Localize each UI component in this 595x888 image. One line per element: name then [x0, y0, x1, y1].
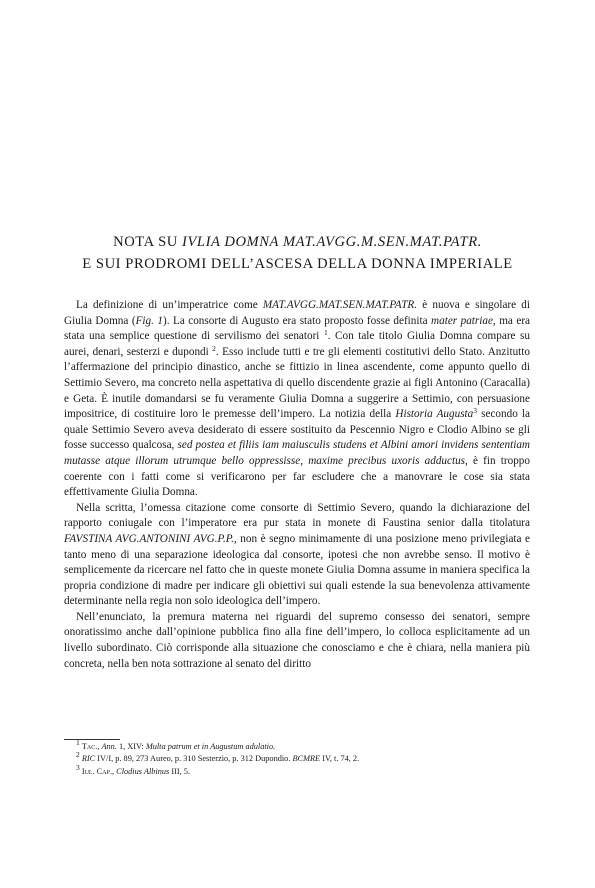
text-run: . Con tale titolo Giulia Domna compare su aurei, denari, sesterzi e dupondi: [64, 330, 530, 358]
paragraph-3: [64, 610, 530, 672]
work-title: Ann.: [101, 742, 117, 751]
footnote-divider: [64, 739, 120, 740]
footnote-2: [64, 750, 530, 765]
paragraph-2: [64, 501, 530, 610]
footnote-ref-1: 1: [323, 328, 328, 338]
figure-reference: Fig. 1: [135, 314, 163, 327]
title-prefix: NOTA SU: [113, 234, 183, 250]
text-run: secondo la quale Settimio Severo aveva desiderato di essere sostituito da Pescennio Nigro e Clodio Albino se gli fosse successo qualcosa,: [64, 408, 530, 452]
footnote-ref-2: 2: [212, 343, 216, 353]
text-run: non è segno minimamente di una posizione meno privilegiata e tanto meno di una separazione ideologica dal consorte, ipotesi che non avrebbe senso. Il motivo è semplicemente da ricercare nel fatto che in queste monete Giulia Domna assume in maniera specifica la propria condizione di madre per indicare gli obiettivi sui quali estende la sua benevolenza attivamente determinante nella regia non solo ideologica dell’impero.: [64, 532, 530, 608]
text-run: . Esso include tutti e tre gli elementi costitutivi dello Stato. Anzitutto l’affermazione del principio dinastico, anche se fittizio in linea ascendente, come appunto quello di Settimio Severo, ma concreto nella aspettativa di quello discendente grazie ai figli Antonino (Caracalla) e Geta. È inutile domandarsi se fu veramente Giulia Domna a suggerire a Settimio, con persuasione impositrice, di costituire loro le premesse dell’impero. La notizia della: [64, 345, 530, 421]
text-run: III, 5.: [169, 766, 191, 776]
text-run: Nell’enunciato, la premura materna nei riguardi del supremo consesso dei senatori, sempre onoratissimo anche dall’opinione pubblica fino alla fine dell’impero, lo colloca esplicitamente ad un livello subordinato. Ciò corrisponde alla situazione che conosciamo e che è chiara, nella maniera più concreta, nella ben nota sottrazione al senato del diritto: [64, 610, 530, 670]
title-line-2: E SUI PRODROMI DELL’ASCESA DELLA DONNA IMPERIALE: [82, 256, 513, 272]
paragraph-1: [64, 298, 530, 501]
inscription-text: MAT.AVGG.MAT.SEN.MAT.PATR.: [262, 299, 418, 311]
source-title: Historia Augusta: [395, 408, 474, 421]
latin-term: mater patriae,: [431, 314, 496, 327]
text-run: ma era stata una semplice questione di servilismo dei senatori: [64, 314, 531, 343]
footnotes: [64, 738, 530, 778]
article-title: [40, 231, 555, 275]
latin-quotation: Multa patrum et in Augustum adulatio.: [145, 742, 276, 751]
footnote-number: 3: [76, 762, 80, 772]
text-run: , è fin troppo coerente con i fatti come si verificarono per far escludere che a manovrare le cose sia stata effettivamente Giulia Domna.: [64, 454, 530, 499]
author-abbrev: Iul. Cap.: [81, 766, 113, 776]
text-run: La definizione di un’imperatrice come: [76, 299, 263, 311]
text-run: IV/I, p. 89, 273 Aureo, p. 310 Sesterzio, p. 312 Dupondio.: [95, 754, 293, 764]
text-run: 1, XIV:: [116, 742, 146, 751]
text-run: IV, t. 74, 2.: [320, 754, 360, 764]
catalogue-abbrev: BCMRE: [292, 754, 321, 764]
text-run: ). La consorte di Augusto era stato proposto fosse definita: [162, 314, 432, 327]
latin-quotation: sed postea et filiis iam maiusculis studens et Albini amori invidens sententiam mutasse atque illorum utrumque bello oppressisse, maxime precibus uxoris adductus: [64, 439, 531, 467]
footnote-number: 2: [76, 750, 80, 760]
text-run: ,: [97, 742, 102, 751]
footnote-ref-3: 3: [473, 406, 478, 416]
article-body: [64, 298, 530, 672]
text-run: è nuova e singolare di Giulia Domna (: [64, 299, 530, 327]
inscription-text: FAVSTINA AVG.ANTONINI AVG.P.P.,: [64, 532, 237, 545]
work-title: Clodius Albinus: [116, 766, 170, 776]
title-inscription: IVLIA DOMNA MAT.AVGG.M.SEN.MAT.PATR.: [182, 234, 482, 250]
footnote-number: 1: [76, 738, 80, 747]
text-run: Nella scritta, l’omessa citazione come consorte di Settimio Severo, quando la dichiarazione del rapporto coniugale con l’imperatore era pur stata in monete di Faustina senior dalla titolatura: [64, 501, 530, 530]
footnote-1: [64, 738, 530, 753]
author-abbrev: Tac.: [81, 742, 98, 751]
text-run: ,: [112, 766, 117, 776]
catalogue-abbrev: RIC: [81, 754, 96, 764]
title-line-1: [40, 231, 555, 253]
footnote-3: [64, 762, 530, 778]
